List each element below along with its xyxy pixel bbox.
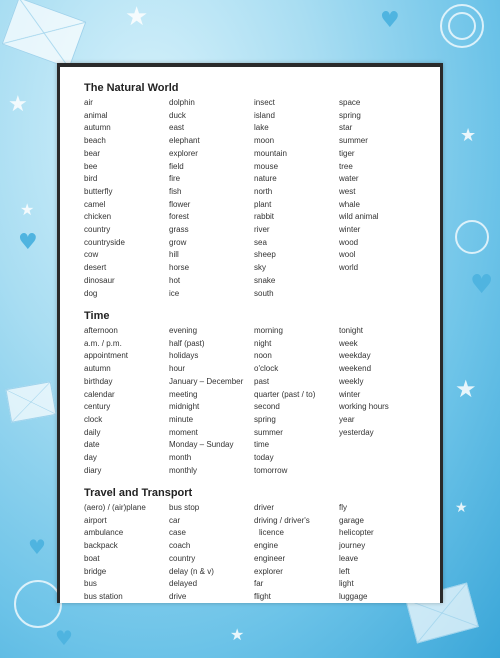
word-item: engine bbox=[254, 541, 279, 551]
word-item: (aero) / (air)plane bbox=[84, 503, 146, 512]
word-item: tiger bbox=[339, 148, 355, 158]
star-icon: ★ bbox=[125, 2, 149, 32]
word-item: nature bbox=[254, 174, 277, 184]
word-item: bird bbox=[84, 174, 98, 184]
word-item: beach bbox=[84, 136, 106, 146]
word-item: tonight bbox=[339, 326, 364, 335]
star-icon: ★ bbox=[455, 500, 468, 516]
word-item: fish bbox=[169, 186, 182, 196]
word-item: daily bbox=[84, 427, 101, 437]
word-item: boat bbox=[84, 553, 100, 563]
word-item: leave bbox=[339, 553, 359, 563]
word-item: autumn bbox=[84, 123, 111, 133]
word-item: water bbox=[339, 174, 359, 184]
word-column bbox=[254, 325, 339, 477]
word-item: today bbox=[254, 453, 274, 463]
envelope-icon bbox=[2, 0, 87, 69]
word-item: moon bbox=[254, 136, 275, 146]
word-item: country bbox=[84, 225, 111, 235]
circle-icon bbox=[448, 12, 476, 40]
word-item: sheep bbox=[254, 250, 276, 260]
word-item: birthday bbox=[84, 376, 113, 386]
word-item: a.m. / p.m. bbox=[84, 338, 122, 348]
word-item: cow bbox=[84, 250, 99, 260]
word-column bbox=[254, 97, 339, 300]
word-item: evening bbox=[169, 326, 198, 335]
word-item: hour bbox=[169, 364, 186, 374]
word-item: hot bbox=[169, 275, 181, 285]
word-column bbox=[339, 502, 424, 603]
word-item: spring bbox=[339, 110, 361, 120]
word-item: spring bbox=[254, 414, 276, 424]
word-item: night bbox=[254, 338, 272, 348]
word-item: minute bbox=[169, 414, 194, 424]
word-item: mouse bbox=[254, 161, 279, 171]
word-item: whale bbox=[339, 199, 360, 209]
word-column bbox=[169, 502, 254, 603]
word-item: star bbox=[339, 123, 353, 133]
word-item: plant bbox=[254, 199, 272, 209]
word-item: weekly bbox=[339, 376, 364, 386]
word-item: sea bbox=[254, 237, 267, 247]
section-natural-world bbox=[84, 81, 432, 300]
heart-icon: ♥ bbox=[18, 230, 38, 255]
envelope-icon bbox=[5, 381, 56, 422]
word-item: wild animal bbox=[339, 212, 379, 222]
word-item: air bbox=[84, 98, 93, 107]
word-item: morning bbox=[254, 326, 283, 335]
word-column bbox=[84, 502, 169, 603]
word-item: snake bbox=[254, 275, 276, 285]
vocabulary-page bbox=[57, 63, 443, 603]
word-columns bbox=[84, 325, 432, 477]
section-title: Travel and Transport bbox=[84, 487, 193, 499]
word-item: midnight bbox=[169, 402, 200, 412]
word-item: journey bbox=[339, 541, 366, 551]
circle-icon bbox=[455, 220, 489, 254]
word-item: ice bbox=[169, 288, 180, 298]
word-item: time bbox=[254, 440, 270, 450]
word-item: winter bbox=[339, 389, 361, 399]
word-item: bridge bbox=[84, 566, 107, 576]
word-item: January – December bbox=[169, 376, 244, 386]
word-item: weekday bbox=[339, 351, 371, 361]
word-item: Monday – Sunday bbox=[169, 440, 234, 450]
word-item: desert bbox=[84, 263, 107, 273]
word-item: summer bbox=[339, 136, 368, 146]
word-item: holidays bbox=[169, 351, 199, 361]
word-column bbox=[339, 97, 424, 300]
word-item: helicopter bbox=[339, 528, 374, 538]
star-icon: ★ bbox=[20, 200, 35, 219]
word-item: afternoon bbox=[84, 326, 118, 335]
heart-icon: ♥ bbox=[380, 8, 400, 33]
word-item: world bbox=[339, 263, 359, 273]
word-item: date bbox=[84, 440, 100, 450]
word-item: field bbox=[169, 161, 184, 171]
word-columns bbox=[84, 97, 432, 300]
word-item: luggage bbox=[339, 591, 368, 601]
word-item: licence bbox=[259, 528, 284, 538]
word-item: noon bbox=[254, 351, 272, 361]
word-item: clock bbox=[84, 414, 103, 424]
word-item: car bbox=[169, 515, 181, 525]
section-time bbox=[84, 309, 432, 477]
word-item: elephant bbox=[169, 136, 200, 146]
word-item: year bbox=[339, 414, 355, 424]
word-item: bear bbox=[84, 148, 101, 158]
word-item: wood bbox=[339, 237, 359, 247]
word-column bbox=[169, 325, 254, 477]
word-item: far bbox=[254, 579, 264, 589]
word-item: animal bbox=[84, 110, 108, 120]
word-item: bus bbox=[84, 579, 97, 589]
heart-icon: ♥ bbox=[470, 270, 494, 300]
word-item: chicken bbox=[84, 212, 112, 222]
word-item: tomorrow bbox=[254, 465, 288, 475]
word-item: century bbox=[84, 402, 111, 412]
word-item: sky bbox=[254, 263, 266, 273]
word-item: garage bbox=[339, 515, 364, 525]
word-item: week bbox=[339, 338, 358, 348]
word-item: winter bbox=[339, 225, 361, 235]
word-item: dinosaur bbox=[84, 275, 115, 285]
word-item: west bbox=[339, 186, 356, 196]
star-icon: ★ bbox=[8, 92, 28, 117]
word-item: explorer bbox=[254, 566, 283, 576]
word-item: engineer bbox=[254, 553, 286, 563]
word-item: space bbox=[339, 98, 361, 107]
word-item: driver bbox=[254, 503, 275, 512]
word-item: hill bbox=[169, 250, 179, 260]
word-item: ambulance bbox=[84, 528, 124, 538]
word-item: explorer bbox=[169, 148, 198, 158]
word-item: half (past) bbox=[169, 338, 205, 348]
word-item: o'clock bbox=[254, 364, 279, 374]
heart-icon: ♥ bbox=[55, 626, 73, 650]
word-item: day bbox=[84, 453, 97, 463]
word-item: countryside bbox=[84, 237, 125, 247]
word-item: forest bbox=[169, 212, 190, 222]
word-item: grow bbox=[169, 237, 187, 247]
section-travel-transport bbox=[84, 486, 432, 603]
word-item: bus stop bbox=[169, 503, 200, 512]
word-item: calendar bbox=[84, 389, 115, 399]
word-item: island bbox=[254, 110, 275, 120]
section-title: Time bbox=[84, 310, 110, 322]
word-item: monthly bbox=[169, 465, 198, 475]
heart-icon: ♥ bbox=[28, 535, 46, 559]
word-item: south bbox=[254, 288, 274, 298]
section-title: The Natural World bbox=[84, 82, 179, 94]
word-item: backpack bbox=[84, 541, 118, 551]
word-item: drive bbox=[169, 591, 187, 601]
word-column bbox=[254, 502, 339, 603]
word-item: camel bbox=[84, 199, 106, 209]
word-item: case bbox=[169, 528, 186, 538]
word-item: horse bbox=[169, 263, 190, 273]
word-item: bus station bbox=[84, 591, 123, 601]
word-item: fly bbox=[339, 503, 347, 512]
word-item: working hours bbox=[339, 402, 389, 412]
word-item: coach bbox=[169, 541, 191, 551]
word-item: appointment bbox=[84, 351, 129, 361]
word-item: driving / driver's bbox=[254, 515, 310, 525]
word-item: insect bbox=[254, 98, 275, 107]
word-item: flight bbox=[254, 591, 271, 601]
word-item: country bbox=[169, 553, 196, 563]
star-icon: ★ bbox=[460, 125, 477, 146]
word-column bbox=[84, 97, 169, 300]
word-column bbox=[339, 325, 424, 477]
word-item: rabbit bbox=[254, 212, 275, 222]
word-item: summer bbox=[254, 427, 283, 437]
word-item: yesterday bbox=[339, 427, 374, 437]
word-item: east bbox=[169, 123, 185, 133]
word-item: past bbox=[254, 376, 270, 386]
word-item: dog bbox=[84, 288, 98, 298]
circle-icon bbox=[14, 580, 62, 628]
word-item: light bbox=[339, 579, 354, 589]
star-icon: ★ bbox=[455, 375, 477, 403]
word-item: airport bbox=[84, 515, 107, 525]
word-item: north bbox=[254, 186, 273, 196]
word-item: delayed bbox=[169, 579, 198, 589]
word-item: river bbox=[254, 225, 270, 235]
word-item: bee bbox=[84, 161, 98, 171]
word-item: diary bbox=[84, 465, 102, 475]
word-columns bbox=[84, 502, 432, 603]
word-item: flower bbox=[169, 199, 191, 209]
word-item: meeting bbox=[169, 389, 198, 399]
word-item: wool bbox=[339, 250, 356, 260]
word-item: fire bbox=[169, 174, 181, 184]
word-item: second bbox=[254, 402, 280, 412]
word-item: lake bbox=[254, 123, 269, 133]
word-item: left bbox=[339, 566, 350, 576]
word-item: moment bbox=[169, 427, 198, 437]
word-column bbox=[84, 325, 169, 477]
word-item: tree bbox=[339, 161, 353, 171]
word-column bbox=[169, 97, 254, 300]
word-item: dolphin bbox=[169, 98, 195, 107]
word-item: weekend bbox=[339, 364, 372, 374]
word-item: month bbox=[169, 453, 192, 463]
word-item: duck bbox=[169, 110, 186, 120]
word-item: grass bbox=[169, 225, 189, 235]
word-item: delay (n & v) bbox=[169, 566, 214, 576]
word-item: mountain bbox=[254, 148, 287, 158]
word-item: autumn bbox=[84, 364, 111, 374]
word-item: quarter (past / to) bbox=[254, 389, 316, 399]
star-icon: ★ bbox=[230, 625, 245, 644]
word-item: butterfly bbox=[84, 186, 113, 196]
